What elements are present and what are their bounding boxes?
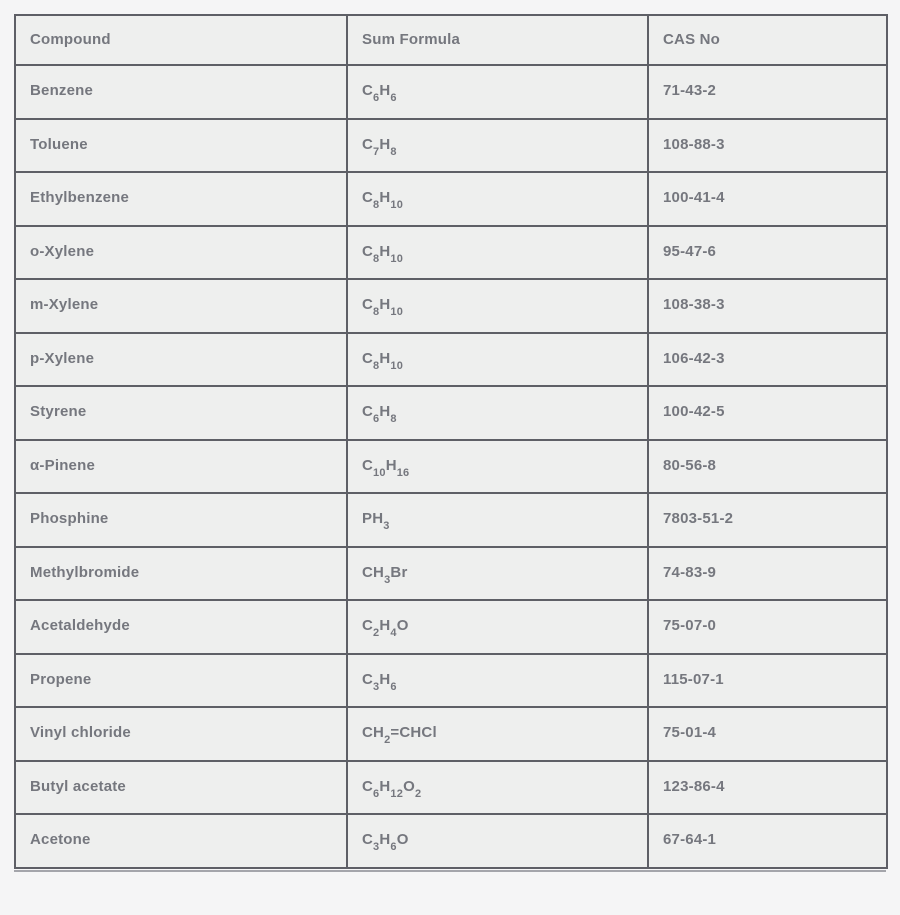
formula-cell: $C_8H_{10}$ — [347, 279, 648, 333]
column-header-sum-formula: Sum Formula — [347, 15, 648, 65]
formula-cell: $C_7H_8$ — [347, 119, 648, 173]
compounds-table — [14, 14, 888, 869]
table-header-row — [15, 15, 887, 65]
formula-cell: $CH_2=CHCl$ — [347, 707, 648, 761]
table-row — [15, 119, 887, 173]
table-row — [15, 279, 887, 333]
formula-cell: $C_6H_8$ — [347, 386, 648, 440]
compound-cell: Methylbromide — [15, 547, 347, 601]
formula-cell: $C_8H_{10}$ — [347, 333, 648, 387]
cas-cell: 74-83-9 — [648, 547, 887, 601]
compound-cell: Vinyl chloride — [15, 707, 347, 761]
column-header-cas-no: CAS No — [648, 15, 887, 65]
cas-cell: 100-42-5 — [648, 386, 887, 440]
table-row — [15, 547, 887, 601]
formula-cell: $C_2H_4O$ — [347, 600, 648, 654]
cas-cell: 71-43-2 — [648, 65, 887, 119]
compound-cell: Acetaldehyde — [15, 600, 347, 654]
formula-cell: $C_6H_6$ — [347, 65, 648, 119]
cas-cell: 108-38-3 — [648, 279, 887, 333]
cas-cell: 108-88-3 — [648, 119, 887, 173]
compound-cell: Benzene — [15, 65, 347, 119]
compound-cell: Toluene — [15, 119, 347, 173]
formula-cell: $C_6H_{12}O_2$ — [347, 761, 648, 815]
table-row — [15, 707, 887, 761]
formula-cell: $C_8H_{10}$ — [347, 172, 648, 226]
formula-cell: $C_3H_6$ — [347, 654, 648, 708]
table-row — [15, 493, 887, 547]
table-row — [15, 226, 887, 280]
compound-cell: Butyl acetate — [15, 761, 347, 815]
compound-cell: p-Xylene — [15, 333, 347, 387]
cas-cell: 7803-51-2 — [648, 493, 887, 547]
cas-cell: 106-42-3 — [648, 333, 887, 387]
formula-cell: $C_8H_{10}$ — [347, 226, 648, 280]
table-row — [15, 172, 887, 226]
table-row — [15, 440, 887, 494]
formula-cell: $C_3H_6O$ — [347, 814, 648, 868]
compound-cell: Ethylbenzene — [15, 172, 347, 226]
compounds-table-container — [14, 14, 886, 872]
compound-cell: α-Pinene — [15, 440, 347, 494]
cas-cell: 123-86-4 — [648, 761, 887, 815]
formula-cell: $PH_3$ — [347, 493, 648, 547]
formula-cell: $CH_3Br$ — [347, 547, 648, 601]
cas-cell: 115-07-1 — [648, 654, 887, 708]
cas-cell: 75-07-0 — [648, 600, 887, 654]
table-row — [15, 761, 887, 815]
cas-cell: 80-56-8 — [648, 440, 887, 494]
compound-cell: m-Xylene — [15, 279, 347, 333]
cas-cell: 100-41-4 — [648, 172, 887, 226]
compound-cell: Acetone — [15, 814, 347, 868]
compound-cell: Styrene — [15, 386, 347, 440]
table-row — [15, 333, 887, 387]
compound-cell: Phosphine — [15, 493, 347, 547]
table-row — [15, 814, 887, 868]
formula-cell: $C_{10}H_{16}$ — [347, 440, 648, 494]
table-row — [15, 65, 887, 119]
column-header-compound: Compound — [15, 15, 347, 65]
table-row — [15, 600, 887, 654]
table-body — [15, 65, 887, 868]
table-row — [15, 654, 887, 708]
table-row — [15, 386, 887, 440]
compound-cell: Propene — [15, 654, 347, 708]
cas-cell: 67-64-1 — [648, 814, 887, 868]
cas-cell: 75-01-4 — [648, 707, 887, 761]
compound-cell: o-Xylene — [15, 226, 347, 280]
cas-cell: 95-47-6 — [648, 226, 887, 280]
